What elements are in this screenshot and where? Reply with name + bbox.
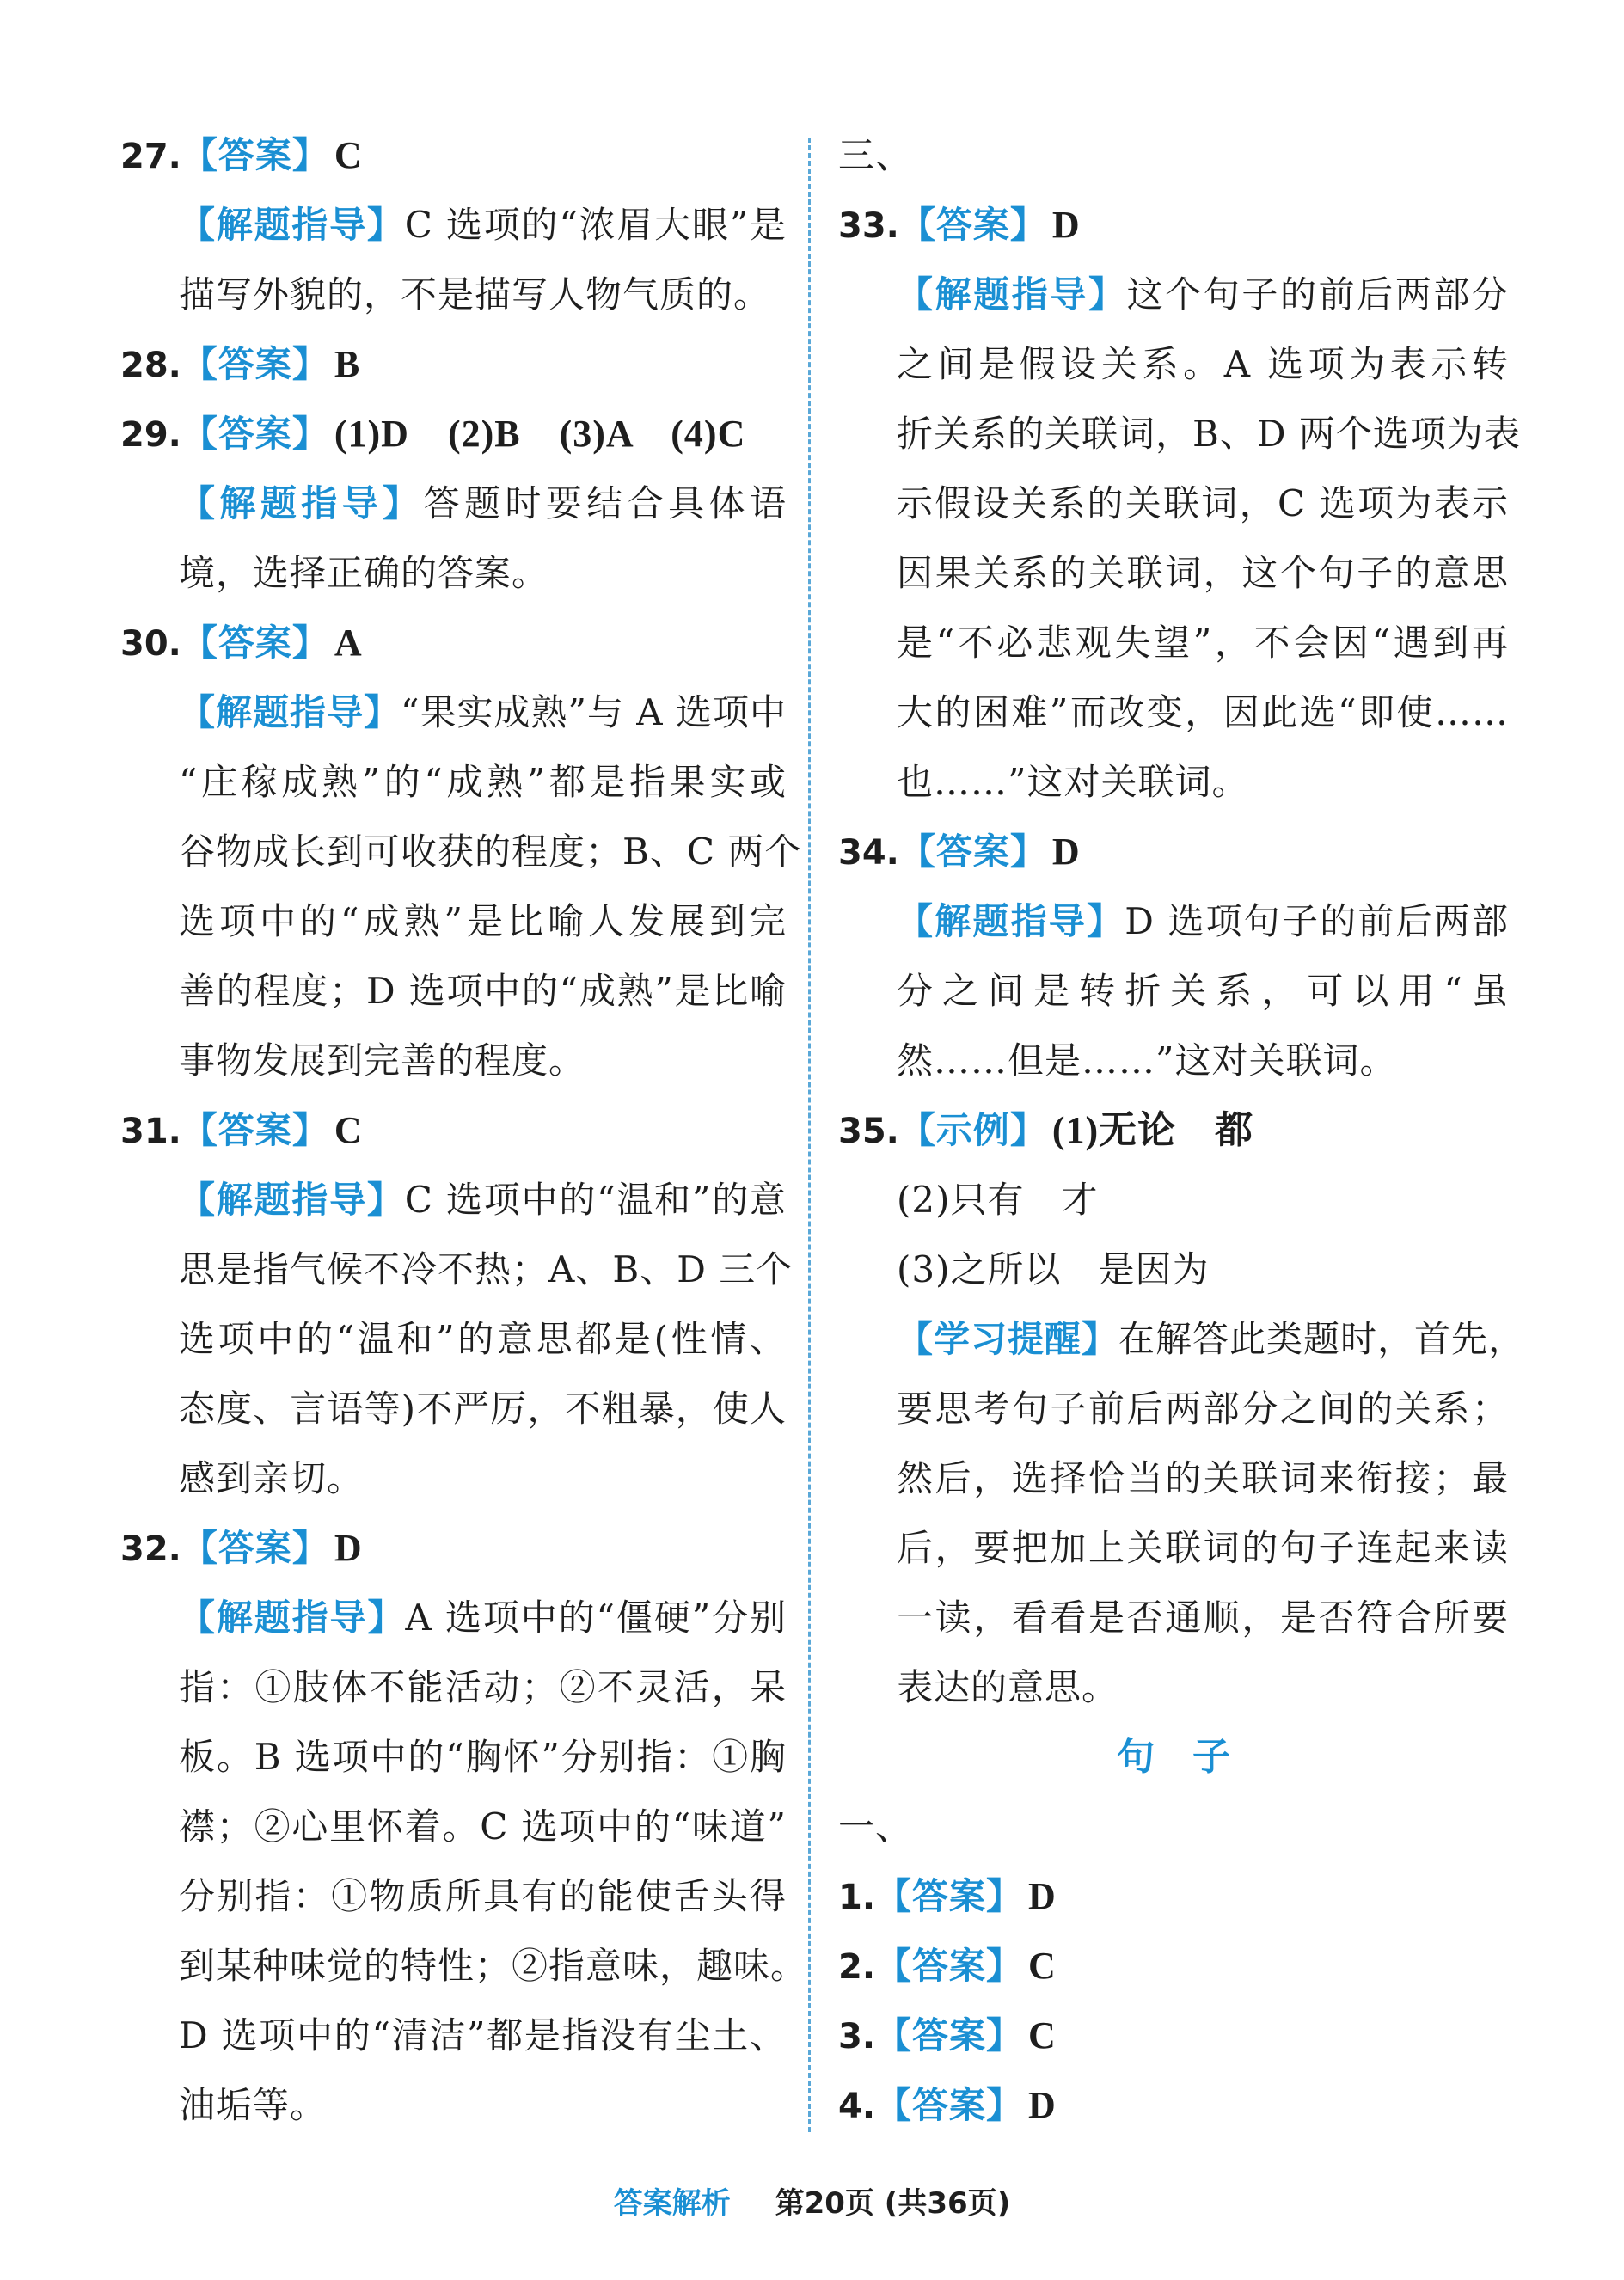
question-answer-line [120, 329, 787, 399]
explanation-text: 选项中的“温和”的意思都是(性情、 [179, 1318, 787, 1360]
explanation-line [838, 1165, 1509, 1235]
answer-value: D [1051, 830, 1081, 873]
explanation-line [120, 677, 787, 747]
explanation-text: (3)之所以 是因为 [897, 1248, 1210, 1290]
section-heading [838, 120, 1509, 190]
explanation-text: 油垢等。 [179, 2084, 328, 2126]
answer-tag: 【答案】 [898, 830, 1047, 873]
explanation-line [838, 1513, 1509, 1583]
section-heading-text: 一、 [838, 1805, 913, 1848]
explanation-line [838, 329, 1509, 399]
answer-tag: 【答案】 [898, 204, 1047, 246]
answer-tag: 【示例】 [898, 1109, 1047, 1151]
explanation-text: 感到亲切。 [179, 1457, 365, 1499]
explanation-tag: 【解题指导】 [179, 691, 401, 733]
explanation-text: 指：①肢体不能活动；②不灵活，呆 [179, 1666, 787, 1708]
explanation-tag: 【解题指导】 [179, 482, 424, 524]
explanation-text: 因果关系的关联词，这个句子的意思 [897, 552, 1509, 594]
answer-value: D [334, 1527, 363, 1569]
explanation-line [838, 1652, 1509, 1722]
question-answer-line [838, 817, 1509, 886]
question-number: 2. [838, 1947, 876, 1987]
footer-page-number: 第20页 (共36页) [775, 2186, 1011, 2221]
question-number: 3. [838, 2017, 876, 2056]
explanation-text: 谷物成长到可收获的程度；B、C 两个 [179, 830, 802, 873]
answer-value: C [1028, 1945, 1057, 1987]
section-title: 句子 [1117, 1735, 1268, 1779]
explanation-text: 分别指：①物质所具有的能使舌头得 [179, 1875, 787, 1917]
section-heading [838, 1792, 1509, 1861]
explanation-line [838, 886, 1509, 956]
explanation-line [120, 886, 787, 956]
explanation-line [838, 1235, 1509, 1304]
answer-value: D [1028, 1875, 1057, 1917]
question-number: 33. [838, 206, 899, 246]
right-column [838, 120, 1526, 2140]
question-number: 29. [120, 415, 181, 455]
answer-value: C [334, 134, 363, 176]
explanation-text: A 选项中的“僵硬”分别 [405, 1597, 787, 1639]
question-number: 1. [838, 1878, 876, 1917]
answer-tag: 【答案】 [875, 2084, 1024, 2126]
left-column [120, 120, 808, 2140]
explanation-line [838, 399, 1521, 469]
explanation-line [120, 190, 787, 260]
explanation-line [838, 1304, 1526, 1374]
explanation-text: “庄稼成熟”的“成熟”都是指果实或 [179, 761, 787, 803]
answer-tag: 【答案】 [181, 1527, 329, 1569]
explanation-line [120, 1792, 787, 1861]
answer-tag: 【答案】 [181, 343, 329, 385]
answer-tag: 【答案】 [181, 134, 329, 176]
explanation-line [120, 1652, 787, 1722]
explanation-line [120, 1165, 787, 1235]
explanation-text: 示假设关系的关联词，C 选项为表示 [897, 482, 1509, 524]
explanation-line [120, 1931, 808, 2001]
explanation-line [838, 1443, 1509, 1513]
explanation-line [838, 956, 1509, 1026]
explanation-text: 也……”这对关联词。 [897, 761, 1249, 803]
explanation-text: 一读，看看是否通顺，是否符合所要 [897, 1597, 1509, 1639]
question-answer-line [120, 608, 787, 677]
explanation-line [120, 1443, 787, 1513]
explanation-text: 选项中的“成熟”是比喻人发展到完 [179, 900, 787, 942]
answer-value: D [1051, 204, 1081, 246]
explanation-text: 然后，选择恰当的关联词来衔接；最 [897, 1457, 1509, 1499]
explanation-text: 思是指气候不冷不热；A、B、D 三个 [179, 1248, 794, 1290]
explanation-line [838, 608, 1509, 677]
explanation-text: 态度、言语等)不严厉，不粗暴，使人 [179, 1388, 787, 1430]
explanation-text: 分之间是转折关系，可以用“虽 [897, 970, 1509, 1012]
explanation-text: (2)只有 才 [897, 1179, 1099, 1221]
explanation-line [120, 1374, 787, 1443]
explanation-line [838, 1374, 1509, 1443]
answer-tag: 【答案】 [875, 1945, 1024, 1987]
explanation-line [838, 260, 1509, 329]
explanation-line [120, 1583, 787, 1652]
explanation-line [120, 1861, 787, 1931]
answer-value: (1)无论 都 [1051, 1109, 1254, 1151]
explanation-line [120, 1235, 794, 1304]
explanation-text: D 选项中的“清洁”都是指没有尘土、 [179, 2014, 787, 2056]
explanation-text: 到某种味觉的特性；②指意味，趣味。 [179, 1945, 808, 1987]
question-number: 30. [120, 624, 181, 664]
question-number: 31. [120, 1112, 181, 1151]
explanation-tag: 【解题指导】 [897, 273, 1127, 316]
question-number: 4. [838, 2087, 876, 2126]
explanation-text: 事物发展到完善的程度。 [179, 1039, 586, 1082]
explanation-text: 答题时要结合具体语 [423, 482, 787, 524]
explanation-line [120, 747, 787, 817]
question-number: 32. [120, 1529, 181, 1569]
answer-tag: 【答案】 [181, 622, 329, 664]
explanation-text: 襟；②心里怀着。C 选项中的“味道” [179, 1805, 787, 1848]
explanation-tag: 【解题指导】 [179, 1179, 405, 1221]
explanation-text: 表达的意思。 [897, 1666, 1119, 1708]
answer-value: C [334, 1109, 363, 1151]
explanation-text: 善的程度；D 选项中的“成熟”是比喻 [179, 970, 787, 1012]
explanation-line [838, 1583, 1509, 1652]
page-footer [0, 2179, 1624, 2222]
explanation-line [838, 1026, 1509, 1095]
answer-value: D [1028, 2084, 1057, 2126]
answer-value: C [1028, 2014, 1057, 2056]
explanation-text: 在解答此类题时，首先， [1118, 1318, 1526, 1360]
explanation-text: D 选项句子的前后两部 [1125, 900, 1509, 942]
explanation-text: 是“不必悲观失望”，不会因“遇到再 [897, 622, 1509, 664]
question-answer-line [838, 1095, 1509, 1165]
explanation-text: C 选项中的“温和”的意 [404, 1179, 787, 1221]
explanation-tag: 【解题指导】 [179, 204, 405, 246]
explanation-tag: 【解题指导】 [897, 900, 1125, 942]
explanation-line [120, 1722, 787, 1792]
question-answer-line [120, 1513, 787, 1583]
answer-tag: 【答案】 [875, 1875, 1024, 1917]
explanation-text: 之间是假设关系。A 选项为表示转 [897, 343, 1509, 385]
explanation-text: 境，选择正确的答案。 [179, 552, 549, 594]
explanation-line [120, 956, 787, 1026]
explanation-line [120, 469, 787, 538]
question-answer-line [120, 399, 787, 469]
explanation-text: C 选项的“浓眉大眼”是 [404, 204, 787, 246]
explanation-text: 板。B 选项中的“胸怀”分别指：①胸 [179, 1736, 787, 1778]
footer-label: 答案解析 [613, 2186, 731, 2221]
explanation-line [120, 817, 802, 886]
explanation-tag: 【学习提醒】 [897, 1318, 1119, 1360]
explanation-line [120, 1304, 787, 1374]
question-answer-line [120, 120, 787, 190]
explanation-line [120, 538, 787, 608]
explanation-text: 折关系的关联词，B、D 两个选项为表 [897, 413, 1521, 455]
explanation-line [838, 469, 1509, 538]
answer-value: B [334, 343, 361, 385]
question-number: 34. [838, 833, 899, 873]
explanation-line [838, 747, 1509, 817]
question-answer-line [838, 2070, 1509, 2140]
explanation-text: 要思考句子前后两部分之间的关系； [897, 1388, 1509, 1430]
answer-tag: 【答案】 [875, 2014, 1024, 2056]
explanation-line [120, 260, 787, 329]
explanation-text: 这个句子的前后两部分 [1126, 273, 1509, 316]
question-answer-line [838, 1931, 1509, 2001]
explanation-line [838, 538, 1509, 608]
explanation-tag: 【解题指导】 [179, 1597, 406, 1639]
explanation-text: “果实成熟”与 A 选项中 [401, 691, 787, 733]
question-answer-line [838, 2001, 1509, 2070]
question-number: 27. [120, 137, 181, 176]
explanation-text: 然……但是……”这对关联词。 [897, 1039, 1397, 1082]
explanation-text: 描写外貌的，不是描写人物气质的。 [179, 273, 771, 316]
question-number: 28. [120, 346, 181, 385]
explanation-text: 后，要把加上关联词的句子连起来读 [897, 1527, 1509, 1569]
explanation-line [838, 677, 1509, 747]
answer-value: (1)D (2)B (3)A (4)C [334, 413, 746, 455]
explanation-line [120, 2070, 787, 2140]
answer-tag: 【答案】 [181, 1109, 329, 1151]
explanation-line [120, 2001, 787, 2070]
answer-value: A [334, 622, 363, 664]
question-answer-line [120, 1095, 787, 1165]
column-divider [808, 138, 811, 2132]
explanation-line [120, 1026, 787, 1095]
answer-tag: 【答案】 [181, 413, 329, 455]
question-answer-line [838, 1861, 1509, 1931]
question-number: 35. [838, 1112, 899, 1151]
explanation-text: 大的困难”而改变，因此选“即使…… [897, 691, 1509, 733]
question-answer-line [838, 190, 1509, 260]
section-heading-text: 三、 [838, 134, 913, 176]
